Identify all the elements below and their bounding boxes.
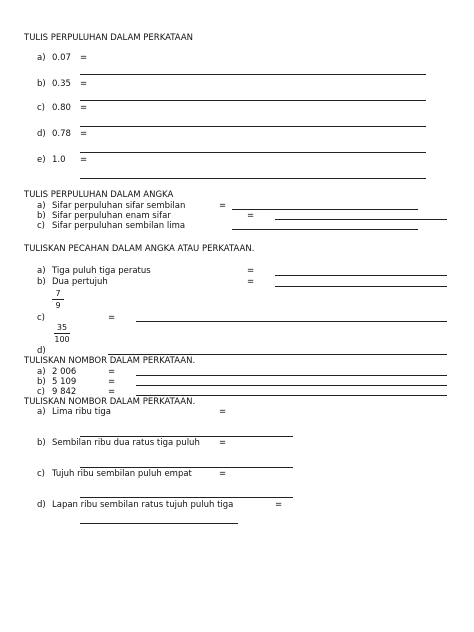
s4-a-value: 2 006 [52,367,77,377]
s5-d-answer-line[interactable] [80,523,238,524]
s3-c-letter: c) [37,313,45,323]
s2-b-text: Sifar perpuluhan enam sifar [52,211,171,221]
s5-d-text: Lapan ribu sembilan ratus tujuh puluh tiga [52,500,234,510]
s1-d-answer-line[interactable] [80,152,426,153]
s4-a-letter: a) [37,367,46,377]
s2-b-letter: b) [37,211,46,221]
s1-b-value: 0.35 [52,79,71,89]
s5-b-letter: b) [37,438,46,448]
s2-b-equals: = [247,211,255,221]
s5-c-text: Tujuh ribu sembilan puluh empat [52,469,192,479]
s4-c-equals: = [108,387,116,397]
s4-a-answer-line[interactable] [136,375,447,376]
s1-d-letter: d) [37,129,46,139]
s2-b-answer-line[interactable] [275,219,447,220]
s3-a-letter: a) [37,266,46,276]
s3-d-letter: d) [37,346,46,356]
s1-b-equals: = [80,79,88,89]
s4-a-equals: = [108,367,116,377]
s2-a-letter: a) [37,201,46,211]
fraction-c-numerator: 7 [55,289,61,298]
fraction-d-denominator: 100 [54,335,70,344]
s1-c-value: 0.80 [52,103,71,113]
section-5-title: TULISKAN NOMBOR DALAM PERKATAAN. [24,397,196,407]
section-2-title: TULIS PERPULUHAN DALAM ANGKA [24,190,174,200]
s1-c-answer-line[interactable] [80,126,426,127]
s2-c-answer-line[interactable] [232,229,418,230]
s3-a-answer-line[interactable] [275,275,447,276]
s1-c-letter: c) [37,103,45,113]
s2-a-equals: = [219,201,227,211]
s5-c-answer-line[interactable] [80,497,293,498]
s1-d-value: 0.78 [52,129,71,139]
s1-e-letter: e) [37,155,46,165]
s4-c-answer-line[interactable] [136,395,447,396]
fraction-d-numerator: 35 [56,323,68,332]
s3-b-letter: b) [37,277,46,287]
s2-a-answer-line[interactable] [232,209,418,210]
s3-a-text: Tiga puluh tiga peratus [52,266,151,276]
section-1-title: TULIS PERPULUHAN DALAM PERKATAAN [24,33,194,43]
fraction-seven-ninths [50,289,66,310]
s2-c-text: Sifar perpuluhan sembilan lima [52,221,186,231]
s1-c-equals: = [80,103,88,113]
s4-c-letter: c) [37,387,45,397]
section-4-title: TULISKAN NOMBOR DALAM PERKATAAN. [24,356,196,366]
section-3-title: TULISKAN PECAHAN DALAM ANGKA ATAU PERKATAAN. [24,244,255,254]
s1-a-letter: a) [37,53,46,63]
s5-a-answer-line[interactable] [80,436,293,437]
s3-c-equals: = [108,313,116,323]
s4-b-letter: b) [37,377,46,387]
s5-c-letter: c) [37,469,45,479]
s1-b-answer-line[interactable] [80,100,426,101]
s5-a-letter: a) [37,407,46,417]
s1-b-letter: b) [37,79,46,89]
s4-b-answer-line[interactable] [136,385,447,386]
s1-e-answer-line[interactable] [80,178,426,179]
s1-e-value: 1.0 [52,155,66,165]
s1-a-value: 0.07 [52,53,71,63]
s3-a-equals: = [247,266,255,276]
s4-c-value: 9 842 [52,387,77,397]
fraction-thirtyfive-hundredths [52,323,72,344]
s1-e-equals: = [80,155,88,165]
s2-c-letter: c) [37,221,45,231]
s1-a-answer-line[interactable] [80,74,426,75]
s5-b-answer-line[interactable] [80,467,293,468]
s3-b-equals: = [247,277,255,287]
s3-c-answer-line[interactable] [136,321,447,322]
fraction-c-bar [52,299,64,300]
s4-b-value: 5 109 [52,377,77,387]
s5-d-equals: = [275,500,283,510]
s3-b-answer-line[interactable] [275,286,447,287]
s5-b-text: Sembilan ribu dua ratus tiga puluh [52,438,200,448]
s5-d-letter: d) [37,500,46,510]
s5-a-text: Lima ribu tiga [52,407,111,417]
s1-d-equals: = [80,129,88,139]
s3-d-answer-line[interactable] [108,354,447,355]
s5-a-equals: = [219,407,227,417]
fraction-d-bar [54,333,70,334]
s3-b-text: Dua pertujuh [52,277,108,287]
fraction-c-denominator: 9 [55,301,61,310]
s1-a-equals: = [80,53,88,63]
s2-a-text: Sifar perpuluhan sifar sembilan [52,201,186,211]
s4-b-equals: = [108,377,116,387]
s5-c-equals: = [219,469,227,479]
s5-b-equals: = [219,438,227,448]
